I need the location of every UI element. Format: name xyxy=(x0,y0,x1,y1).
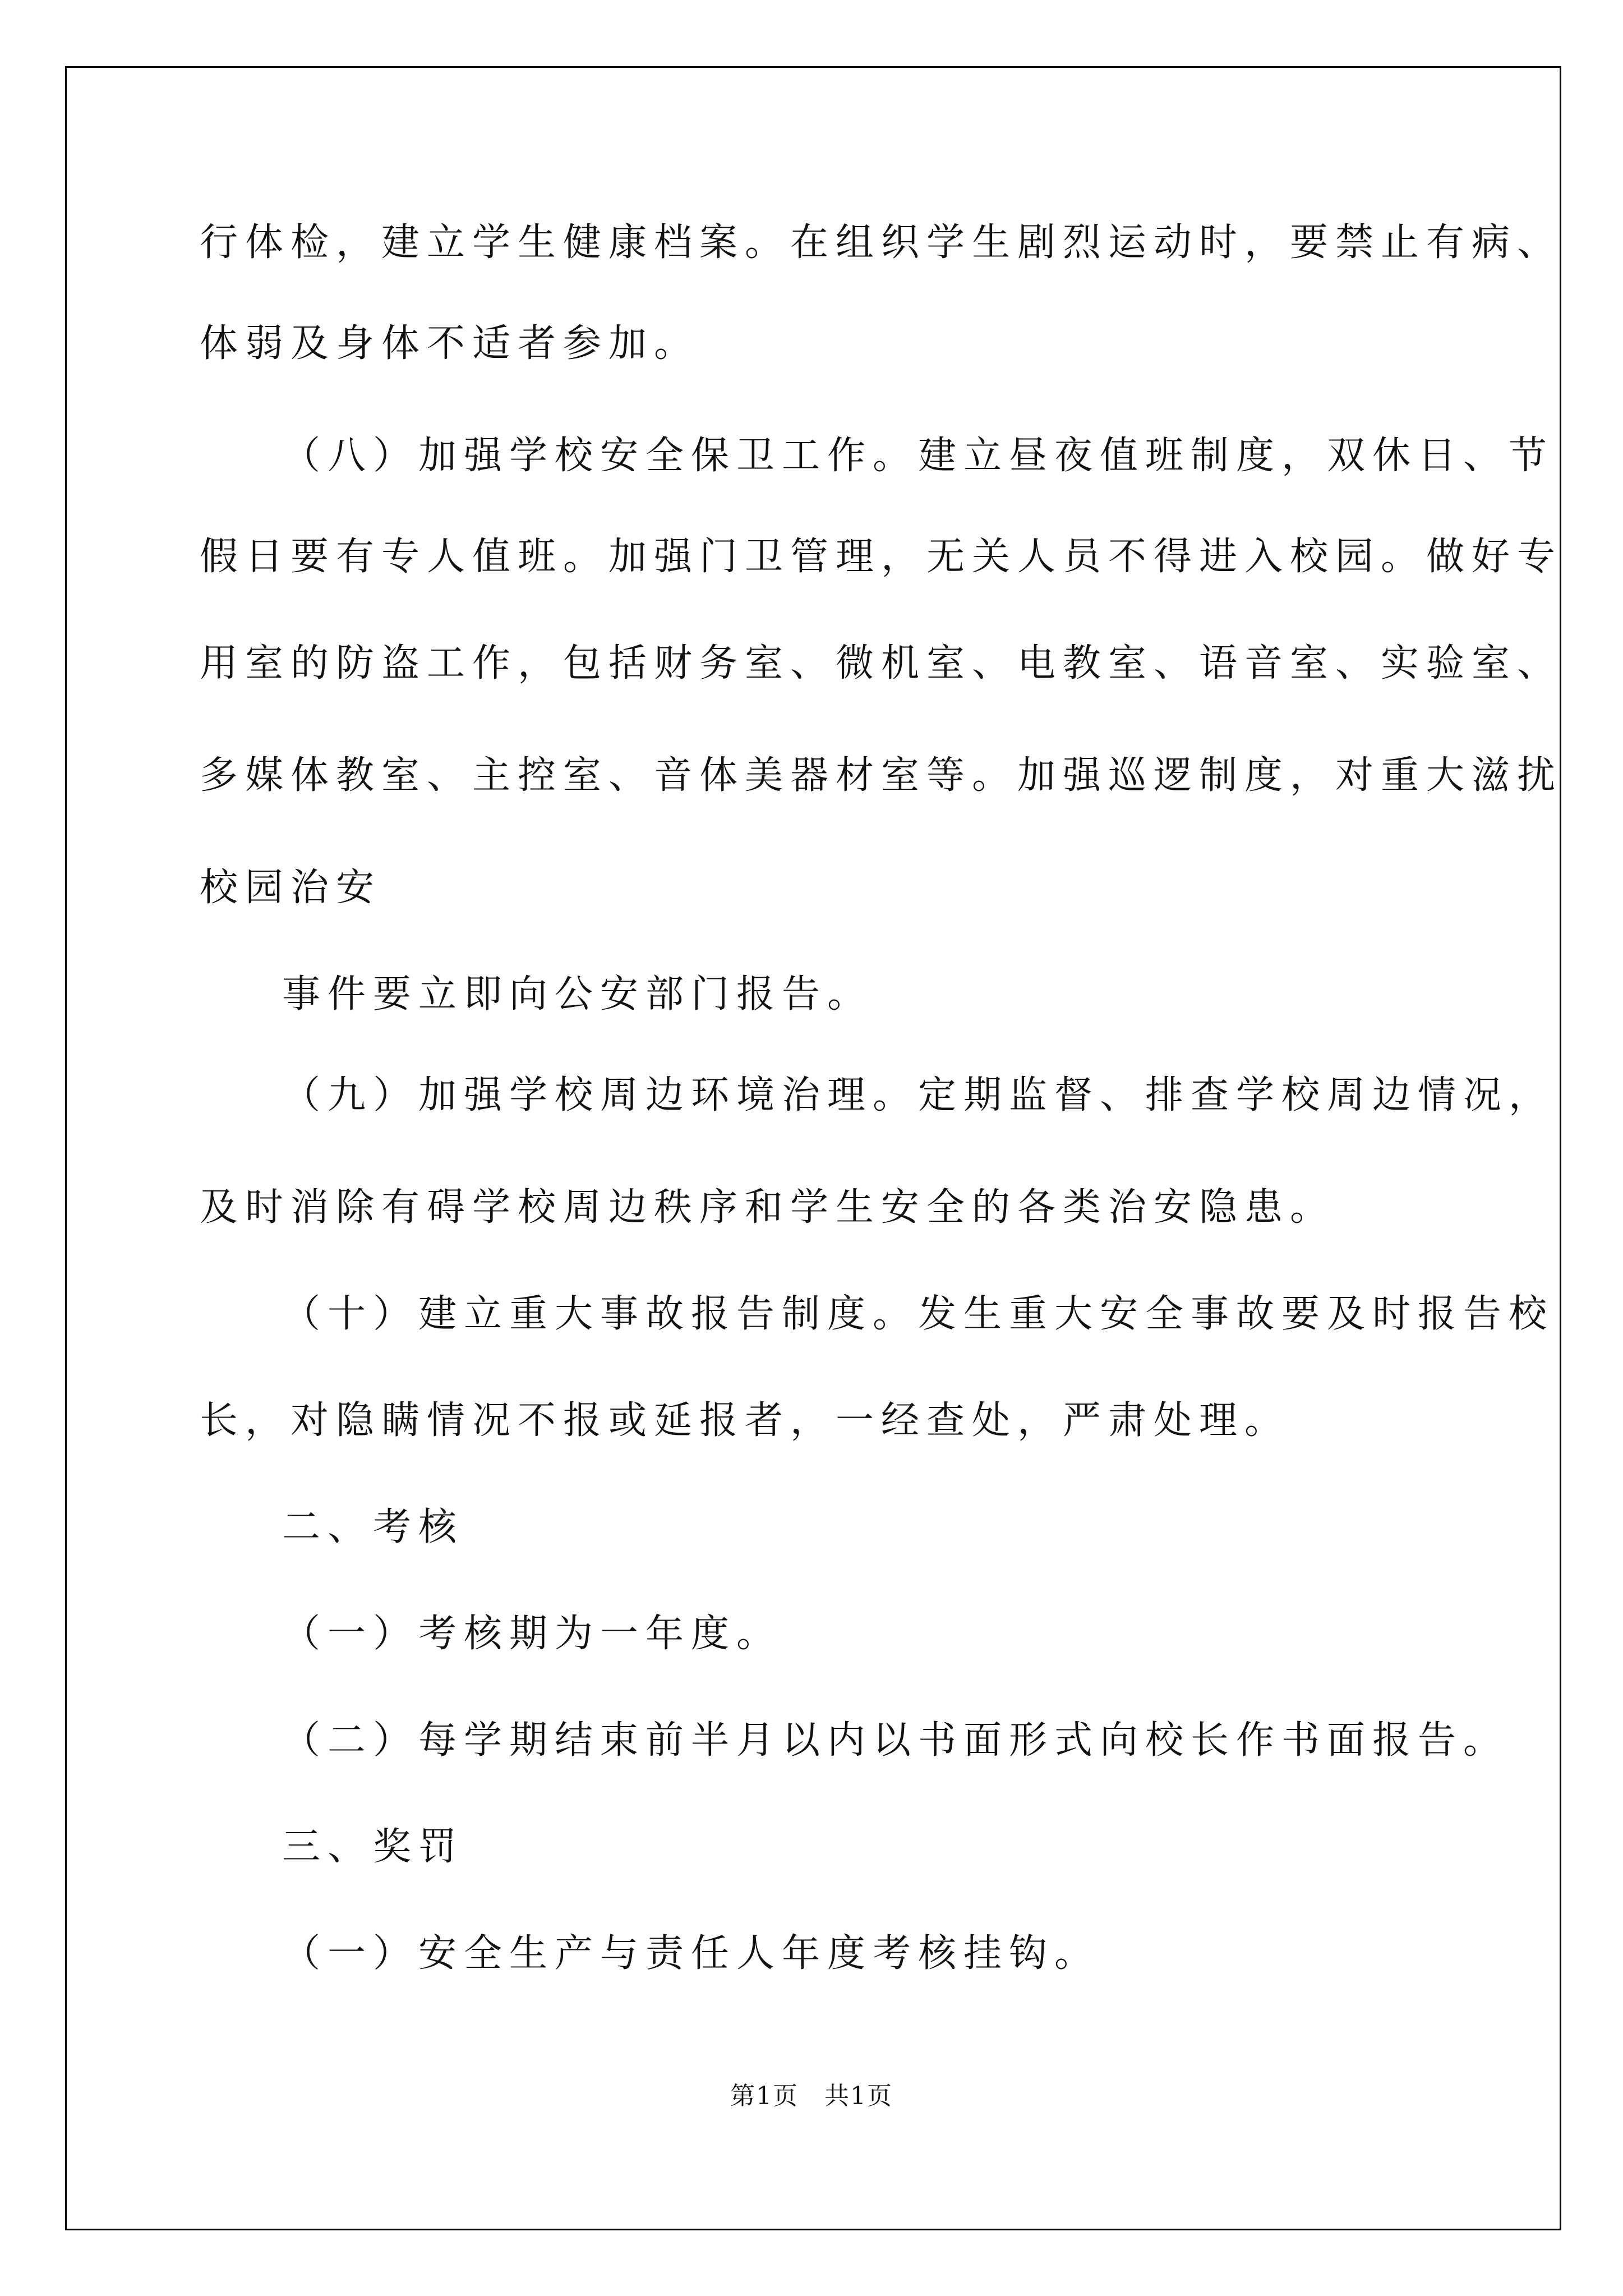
body-line: （一）考核期为一年度。 xyxy=(282,1612,782,1656)
body-line: 长，对隐瞒情况不报或延报者，一经查处，严肃处理。 xyxy=(200,1398,1290,1443)
body-line: 用室的防盗工作，包括财务室、微机室、电教室、语音室、实验室、 xyxy=(200,641,1563,685)
body-line: 及时消除有碍学校周边秩序和学生安全的各类治安隐患。 xyxy=(200,1185,1336,1230)
section-heading: 三、奖罚 xyxy=(282,1825,464,1869)
body-line: 多媒体教室、主控室、音体美器材室等。加强巡逻制度，对重大滋扰 xyxy=(200,753,1563,798)
body-line: （十）建立重大事故报告制度。发生重大安全事故要及时报告校 xyxy=(282,1292,1555,1336)
page-number: 第1页 共1页 xyxy=(730,2082,893,2110)
body-line: （八）加强学校安全保卫工作。建立昼夜值班制度，双休日、节 xyxy=(282,434,1555,478)
body-line: （二）每学期结束前半月以内以书面形式向校长作书面报告。 xyxy=(282,1718,1509,1763)
body-line: 校园治安 xyxy=(200,866,382,910)
body-line: （九）加强学校周边环境治理。定期监督、排查学校周边情况， xyxy=(282,1073,1555,1117)
body-line: 行体检，建立学生健康档案。在组织学生剧烈运动时，要禁止有病、 xyxy=(200,220,1563,265)
body-line: 假日要有专人值班。加强门卫管理，无关人员不得进入校园。做好专 xyxy=(200,535,1563,579)
body-line: 体弱及身体不适者参加。 xyxy=(200,321,700,366)
page-border xyxy=(65,66,1561,2230)
body-line: （一）安全生产与责任人年度考核挂钩。 xyxy=(282,1931,1100,1976)
body-line: 事件要立即向公安部门报告。 xyxy=(282,972,873,1016)
section-heading: 二、考核 xyxy=(282,1505,464,1549)
